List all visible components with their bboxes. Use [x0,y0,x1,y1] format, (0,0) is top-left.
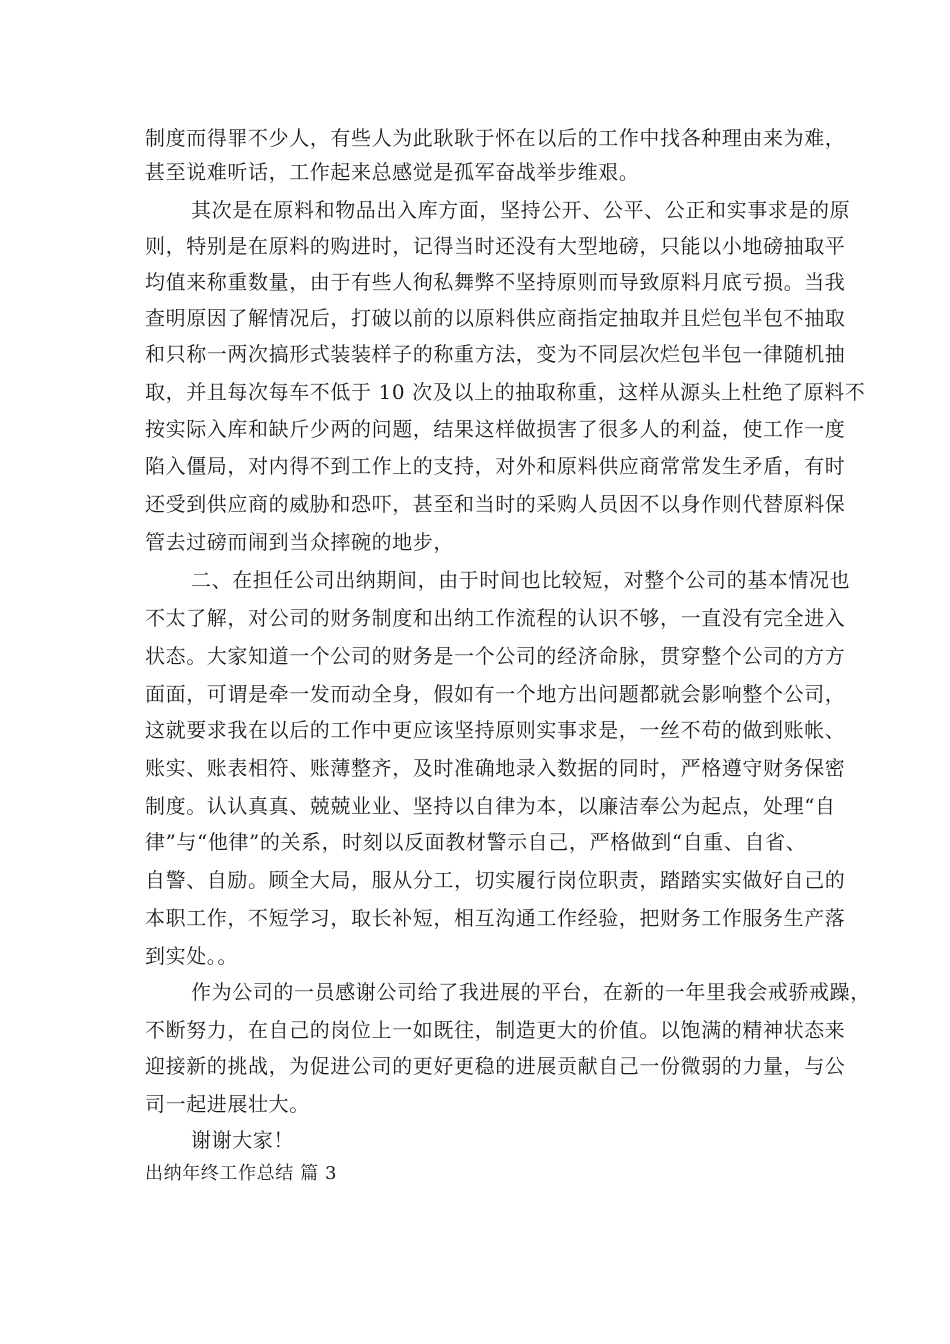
text-line: 制度。认认真真、兢兢业业、坚持以自律为本，以廉洁奉公为起点，处理“自 [145,794,836,818]
text-line: 则，特别是在原料的购进时，记得当时还没有大型地磅，只能以小地磅抽取平 [145,234,846,258]
paragraph-start-line: 二、在担任公司出纳期间，由于时间也比较短，对整个公司的基本情况也 [191,568,851,592]
text-line: 本职工作，不短学习，取长补短，相互沟通工作经验，把财务工作服务生产落 [145,906,846,930]
text-line: 自警、自励。顾全大局，服从分工，切实履行岗位职责，踏踏实实做好自己的 [145,868,846,892]
text-line: 不太了解，对公司的财务制度和出纳工作流程的认识不够，一直没有完全进入 [145,606,846,630]
text-line: 均值来称重数量，由于有些人徇私舞弊不坚持原则而导致原料月底亏损。当我 [145,270,846,294]
text-line: 账实、账表相符、账薄整齐，及时准确地录入数据的同时，严格遵守财务保密 [145,756,846,780]
text-line: 迎接新的挑战，为促进公司的更好更稳的进展贡献自己一份微弱的力量，与公 [145,1054,846,1078]
closing-line: 谢谢大家！ [191,1128,294,1152]
text-line: 按实际入库和缺斤少两的问题，结果这样做损害了很多人的利益，使工作一度 [145,417,846,441]
section-heading: 出纳年终工作总结 篇 3 [145,1163,338,1184]
text-line: 查明原因了解情况后，打破以前的以原料供应商指定抽取并且烂包半包不抽取 [145,306,846,330]
text-line: 到实处。。 [145,944,238,968]
text-line: 还受到供应商的威胁和恐吓，甚至和当时的采购人员因不以身作则代替原料保 [145,492,846,516]
text-line: 这就要求我在以后的工作中更应该坚持原则实事求是，一丝不苟的做到账帐、 [145,718,846,742]
paragraph-start-line: 其次是在原料和物品出入库方面，坚持公开、公平、公正和实事求是的原 [191,198,851,222]
text-line: 甚至说难听话，工作起来总感觉是孤军奋战举步维艰。 [145,160,640,184]
text-line: 取，并且每次每车不低于 10 次及以上的抽取称重，这样从源头上杜绝了原料不 [145,380,866,404]
text-line: 管去过磅而闹到当众摔碗的地步， [145,530,454,554]
text-line: 面面，可谓是牵一发而动全身，假如有一个地方出问题都就会影响整个公司， [145,682,846,706]
text-line: 状态。大家知道一个公司的财务是一个公司的经济命脉，贯穿整个公司的方方 [145,644,846,668]
text-line: 律”与“他律”的关系，时刻以反面教材警示自己，严格做到“自重、自省、 [145,830,807,854]
text-line: 和只称一两次搞形式装装样子的称重方法，变为不同层次烂包半包一律随机抽 [145,342,846,366]
text-line: 司一起进展壮大。 [145,1092,310,1116]
text-line: 制度而得罪不少人，有些人为此耿耿于怀在以后的工作中找各种理由来为难， [145,126,846,150]
text-line: 陷入僵局，对内得不到工作上的支持，对外和原料供应商常常发生矛盾，有时 [145,454,846,478]
text-line: 不断努力，在自己的岗位上一如既往，制造更大的价值。以饱满的精神状态来 [145,1018,846,1042]
paragraph-start-line: 作为公司的一员感谢公司给了我进展的平台，在新的一年里我会戒骄戒躁， [191,980,871,1004]
